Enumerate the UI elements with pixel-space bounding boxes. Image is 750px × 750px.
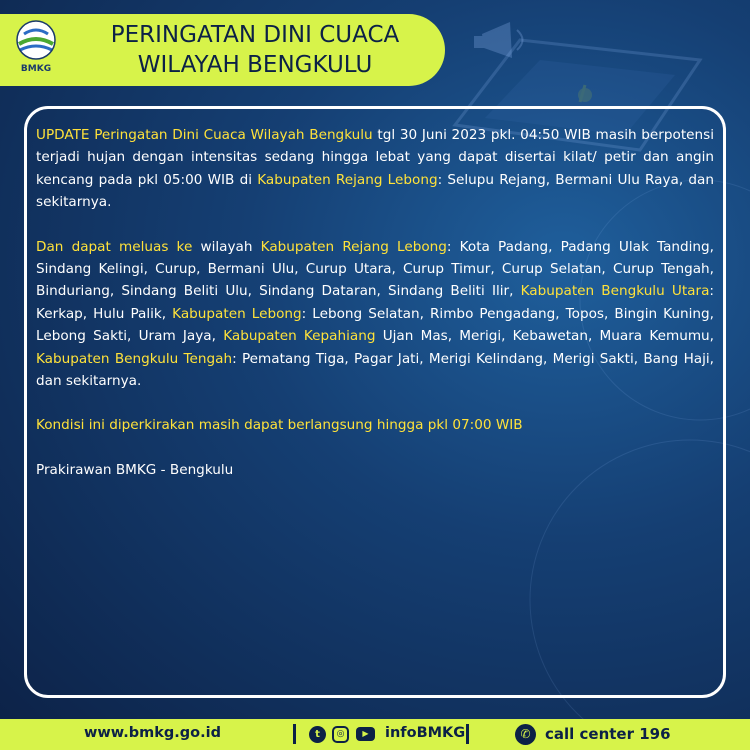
paragraph-signature: Prakirawan BMKG - Bengkulu (36, 461, 234, 478)
paragraph-update (36, 124, 714, 214)
footer-bar (0, 719, 750, 750)
highlighted-text: Kabupaten Bengkulu Tengah (36, 350, 233, 367)
page-title (70, 20, 440, 84)
highlighted-text: Kabupaten Bengkulu Utara (520, 283, 710, 300)
body-text: : Lebong Selatan, Rimbo Pengadang, Topos, Bingin Kuning, Lebong Sakti, Uram Jaya, (36, 305, 714, 345)
footer-divider (466, 724, 469, 744)
body-text: wilayah (192, 238, 261, 255)
warning-text (36, 124, 714, 503)
highlighted-text: Kabupaten Kepahiang (223, 328, 376, 345)
highlighted-text: Kabupaten Lebong (172, 305, 302, 322)
body-text: : Selupu Rejang, Bermani Ulu Raya, dan sekitarnya. (36, 171, 714, 211)
highlighted-text: Kabupaten Rejang Lebong (257, 171, 438, 188)
paragraph-spread (36, 236, 714, 393)
website-link[interactable]: www.bmkg.go.id (84, 725, 221, 741)
call-center[interactable]: call center 196 (545, 725, 671, 743)
youtube-icon[interactable]: ▶ (356, 727, 375, 741)
bmkg-logo (10, 20, 62, 80)
title-line-2: WILAYAH BENGKULU (137, 52, 373, 78)
title-line-1: PERINGATAN DINI CUACA (110, 22, 400, 48)
body-text: : Kerkap, Hulu Palik, (36, 283, 714, 322)
body-text: tgl 30 Juni 2023 pkl. 04:50 WIB masih berpotensi terjadi hujan dengan intensitas sedang hingga lebat yang dapat disertai kilat/ petir dan angin kencang pada pkl 05:00 WIB di (36, 127, 714, 188)
footer-divider (293, 724, 296, 744)
instagram-icon[interactable]: ◎ (332, 726, 349, 743)
bmkg-logo-icon (10, 20, 62, 66)
phone-icon: ✆ (515, 724, 536, 745)
paragraph-duration: Kondisi ini diperkirakan masih dapat berlangsung hingga pkl 07:00 WIB (36, 417, 523, 434)
highlighted-text: Kabupaten Rejang Lebong (260, 238, 447, 255)
social-handle[interactable]: infoBMKG (385, 725, 466, 741)
logo-text: BMKG (20, 64, 52, 74)
body-text: Ujan Mas, Merigi, Kebawetan, Muara Kemumu, (375, 328, 714, 345)
highlighted-text: Dan dapat meluas ke (36, 238, 193, 255)
body-text: : Pematang Tiga, Pagar Jati, Merigi Kelindang, Merigi Sakti, Bang Haji, dan sekitarnya. (36, 350, 714, 390)
twitter-icon[interactable]: t (309, 726, 326, 743)
megaphone-icon (474, 22, 523, 58)
body-text: : Kota Padang, Padang Ulak Tanding, Sindang Kelingi, Curup, Bermani Ulu, Curup Utara, Curup Timur, Curup Selatan, Curup Tengah, Binduriang, Sindang Beliti Ulu, Sindang Dataran, Sindang Beliti Ilir, (36, 238, 714, 300)
highlighted-text: UPDATE Peringatan Dini Cuaca Wilayah Bengkulu (36, 127, 373, 143)
